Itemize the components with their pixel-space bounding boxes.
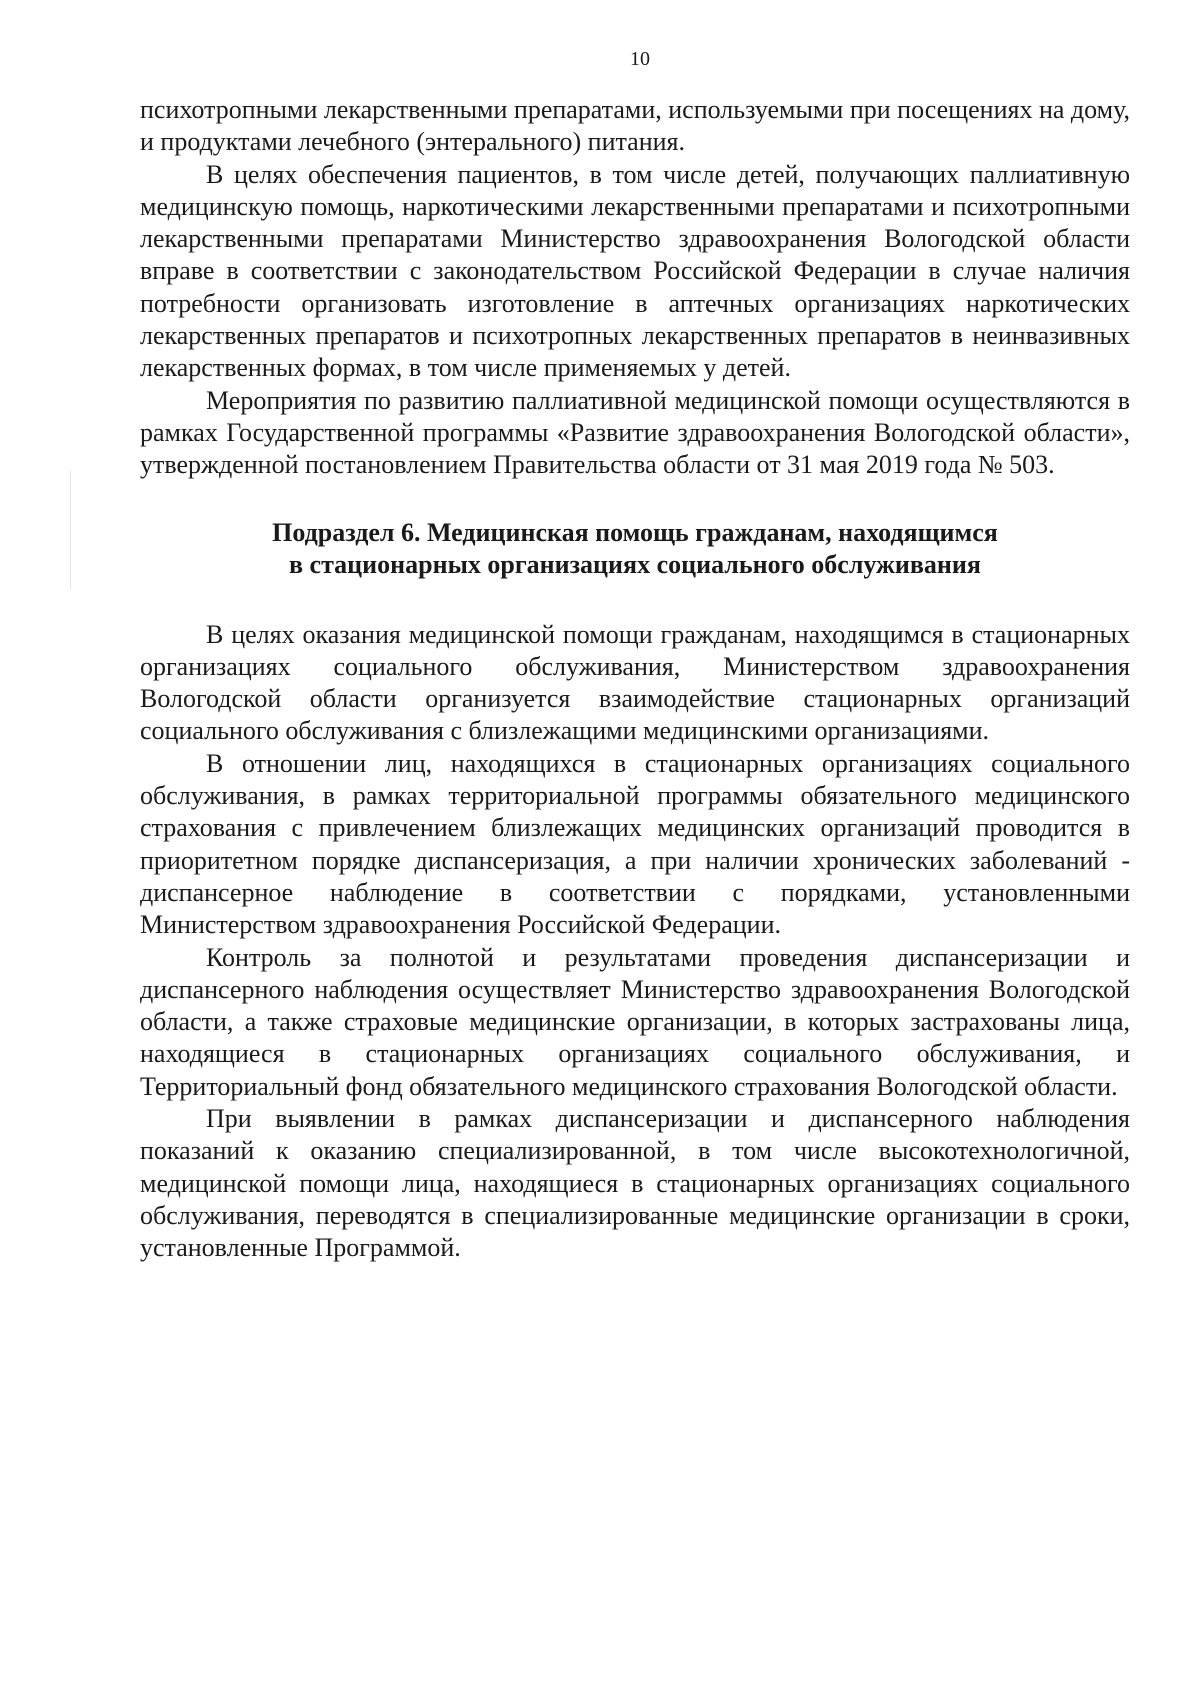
paragraph: психотропными лекарственными препаратами, используемыми при посещениях на дому, и продуктами лечебного (энтерального) питания. — [140, 95, 1131, 157]
paragraph: При выявлении в рамках диспансеризации и диспансерного наблюдения показаний к оказанию специализированной, в том числе высокотехнологичной, медицинской помощи лица, находящиеся в стационарных организациях социального обслуживания, переводятся в специализированные медицинские организации в сроки, установленные Программой. — [140, 1104, 1130, 1263]
section-heading-line: в стационарных организациях социального обслуживания — [289, 549, 981, 579]
scan-artifact — [70, 470, 71, 590]
section-heading — [140, 517, 1130, 581]
paragraph: В целях оказания медицинской помощи гражданам, находящимся в стационарных организациях социального обслуживания, Министерством здравоохранения Вологодской области организуется взаимодействие стационарных организаций социального обслуживания с близлежащими медицинскими организациями. — [140, 619, 1130, 746]
section-heading-line: Подраздел 6. Медицинская помощь гражданам, находящимся — [272, 517, 998, 547]
paragraph: Контроль за полнотой и результатами проведения диспансеризации и диспансерного наблюдения осуществляет Министерство здравоохранения Вологодской области, а также страховые медицинские организации, в которых застрахованы лица, находящиеся в стационарных организациях социального обслуживания, и Территориальный фонд обязательного медицинского страхования Вологодской области. — [140, 942, 1130, 1101]
page-number: 10 — [630, 48, 650, 70]
document-body — [140, 94, 1130, 1265]
paragraph: В отношении лиц, находящихся в стационарных организациях социального обслуживания, в рамках территориальной программы обязательного медицинского страхования с привлечением близлежащих медицинских организаций проводится в приоритетном порядке диспансеризация, а при наличии хронических заболеваний - диспансерное наблюдение в соответствии с порядками, установленными Министерством здравоохранения Российской Федерации. — [140, 748, 1130, 940]
paragraph: В целях обеспечения пациентов, в том числе детей, получающих паллиативную медицинскую помощь, наркотическими лекарственными препаратами и психотропными лекарственными препаратами Министерство здравоохранения Вологодской области вправе в соответствии с законодательством Российской Федерации в случае наличия потребности организовать изготовление в аптечных организациях наркотических лекарственных препаратов и психотропных лекарственных препаратов в неинвазивных лекарственных формах, в том числе применяемых у детей. — [140, 159, 1130, 383]
paragraph: Мероприятия по развитию паллиативной медицинской помощи осуществляются в рамках Государственной программы «Развитие здравоохранения Вологодской области», утвержденной постановлением Правительства области от 31 мая 2019 года № 503. — [140, 385, 1130, 480]
